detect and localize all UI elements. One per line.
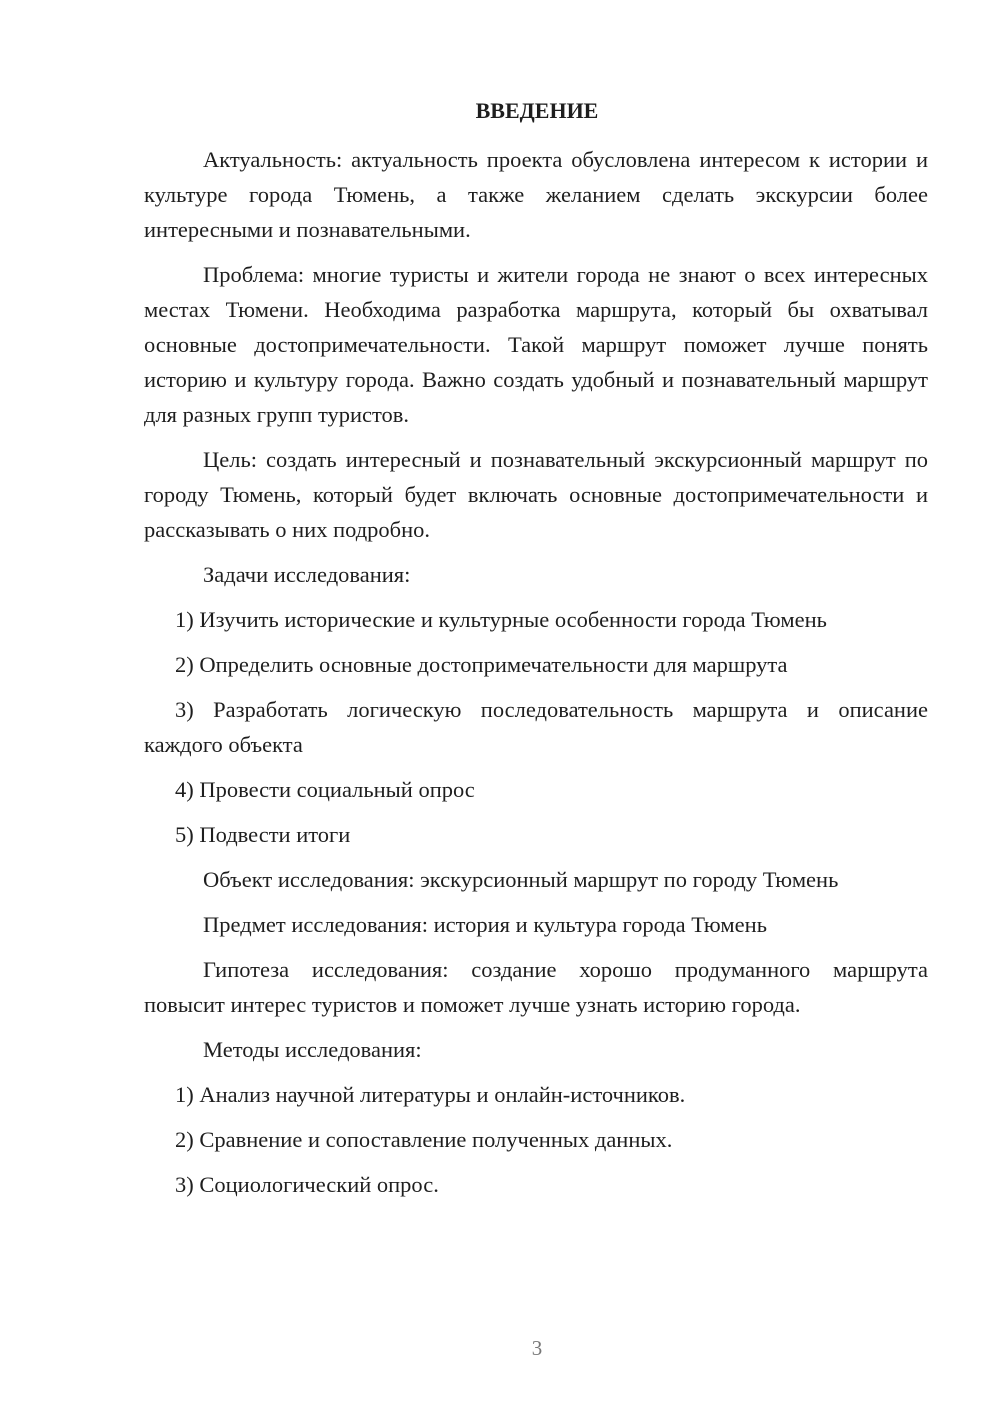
task-item: 4) Провести социальный опрос bbox=[175, 777, 475, 802]
method-item: 1) Анализ научной литературы и онлайн-источников. bbox=[175, 1082, 686, 1107]
task-item: 5) Подвести итоги bbox=[175, 822, 351, 847]
research-hypothesis: Гипотеза исследования: создание хорошо продуманного маршрута повысит интерес туристов и поможет лучше узнать историю города. bbox=[144, 957, 928, 1017]
task-item: 3) Разработать логическую последовательность маршрута и описание каждого объекта bbox=[144, 697, 928, 757]
method-item: 3) Социологический опрос. bbox=[175, 1172, 439, 1197]
paragraph-goal: Цель: создать интересный и познавательный экскурсионный маршрут по городу Тюмень, который будет включать основные достопримечательности и рассказывать о них подробно. bbox=[144, 447, 928, 542]
paragraph-problem: Проблема: многие туристы и жители города не знают о всех интересных местах Тюмени. Необходима разработка маршрута, который бы охватывал основные достопримечательности. Такой маршрут поможет лучше понять историю и культуру города. Важно создать удобный и познавательный маршрут для разных групп туристов. bbox=[144, 262, 928, 427]
research-object: Объект исследования: экскурсионный маршрут по городу Тюмень bbox=[203, 867, 839, 892]
task-item: 1) Изучить исторические и культурные особенности города Тюмень bbox=[175, 607, 827, 632]
research-subject: Предмет исследования: история и культура города Тюмень bbox=[203, 912, 767, 937]
method-item: 2) Сравнение и сопоставление полученных данных. bbox=[175, 1127, 673, 1152]
paragraph-relevance: Актуальность: актуальность проекта обусловлена интересом к истории и культуре города Тюмень, а также желанием сделать экскурсии более интересными и познавательными. bbox=[144, 147, 928, 242]
page-number: 3 bbox=[531, 1336, 543, 1360]
task-item: 2) Определить основные достопримечательности для маршрута bbox=[175, 652, 788, 677]
methods-title: Методы исследования: bbox=[203, 1037, 422, 1062]
document-body bbox=[144, 142, 928, 1212]
page-title: ВВЕДЕНИЕ bbox=[475, 98, 599, 123]
tasks-title: Задачи исследования: bbox=[203, 562, 411, 587]
